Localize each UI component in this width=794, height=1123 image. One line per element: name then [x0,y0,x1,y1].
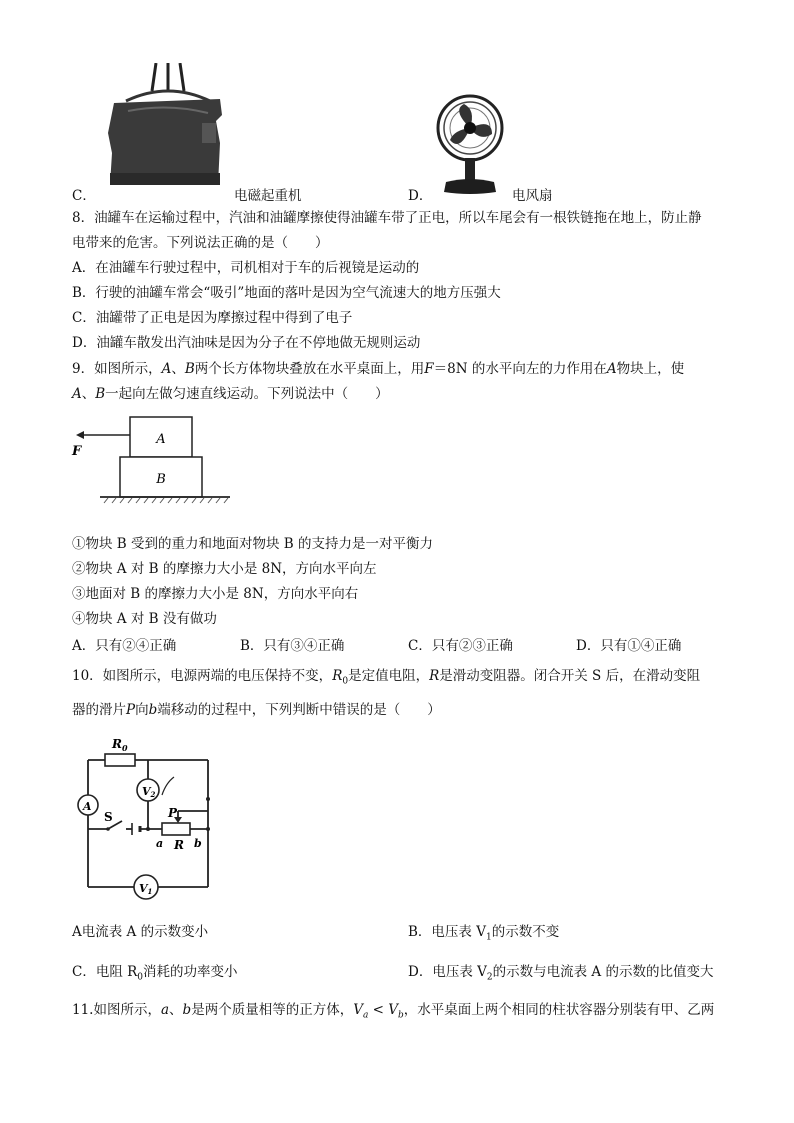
slider-label: P [168,806,178,820]
q8-option-a: A．在油罐车行驶过程中，司机相对于车的后视镜是运动的 [72,260,420,276]
resistor-r0 [105,754,135,766]
end-b-label: b [194,837,202,850]
q10-option-c: C．电阻 $R_0$消耗的功率变小 [72,964,238,983]
q9-stem-line-2: A、B一起向左做匀速直线运动。下列说法中（ ） [72,386,389,402]
q8-option-b: B．行驶的油罐车常会“吸引”地面的落叶是因为空气流速大的地方压强大 [72,285,501,301]
rheostat [162,823,190,835]
force-arrow-head [76,431,84,439]
ground-hatching [104,498,228,503]
q11-stem-line-1: 11.如图所示，a、b是两个质量相等的正方体，$V_a < V_b$，水平桌面上两个相同的柱状容器分别装有甲、乙两 [72,1002,715,1021]
option-d-letter: D． [408,188,433,204]
q9-option-a: A．只有②④正确 [72,638,177,654]
q9-option-d: D．只有①④正确 [576,638,682,654]
q9-statement-2: ②物块 A 对 B 的摩擦力大小是 8N，方向水平向左 [72,561,377,577]
q9-statement-1: ①物块 B 受到的重力和地面对物块 B 的支持力是一对平衡力 [72,536,434,552]
q8-stem-line-1: 8．油罐车在运输过程中，汽油和油罐摩擦使得油罐车带了正电，所以车尾会有一根铁链拖在地上，防止静 [72,210,702,226]
q10-stem-line-1: 10．如图所示，电源两端的电压保持不变，$R_0$是定值电阻，R是滑动变阻器。闭合开关 S 后，在滑动变阻 [72,668,701,687]
block-a-label: A [156,432,166,447]
option-c-letter: C． [72,188,96,204]
q9-stem-line-1: 9．如图所示，A、B两个长方体物块叠放在水平桌面上，用F＝8N 的水平向左的力作用在A物块上，使 [72,361,685,377]
r0-label: $R_0$ [112,737,128,753]
q9-option-b: B．只有③④正确 [240,638,345,654]
q8-option-d: D．油罐车散发出汽油味是因为分子在不停地做无规则运动 [72,335,421,351]
q10-option-b: B．电压表 $V_1$的示数不变 [408,924,560,943]
force-label: F [72,444,82,459]
option-d-label: 电风扇 [512,188,553,204]
q9-option-c: C．只有②③正确 [408,638,513,654]
q8-option-c: C．油罐带了正电是因为摩擦过程中得到了电子 [72,310,353,326]
switch-label: S [104,810,113,824]
option-c-label: 电磁起重机 [234,188,302,204]
blocks-diagram [70,413,240,513]
q9-statement-4: ④物块 A 对 B 没有做功 [72,611,217,627]
rheostat-label: R [174,838,184,852]
circuit-diagram [70,735,220,900]
q10-stem-line-2: 器的滑片P向b端移动的过程中，下列判断中错误的是（ ） [72,702,441,718]
end-a-label: a [156,837,164,850]
q9-statement-3: ③地面对 B 的摩擦力大小是 8N，方向水平向右 [72,586,359,602]
q10-option-a: A电流表 A 的示数变小 [72,924,209,940]
q8-stem-line-2: 电带来的危害。下列说法正确的是（ ） [72,235,329,251]
block-b-label: B [156,472,166,487]
v1-label: V1 [139,882,153,896]
ammeter-label: A [83,800,92,813]
q10-option-d: D．电压表 $V_2$的示数与电流表 A 的示数的比值变大 [408,964,714,983]
v2-label: V2 [142,785,156,799]
